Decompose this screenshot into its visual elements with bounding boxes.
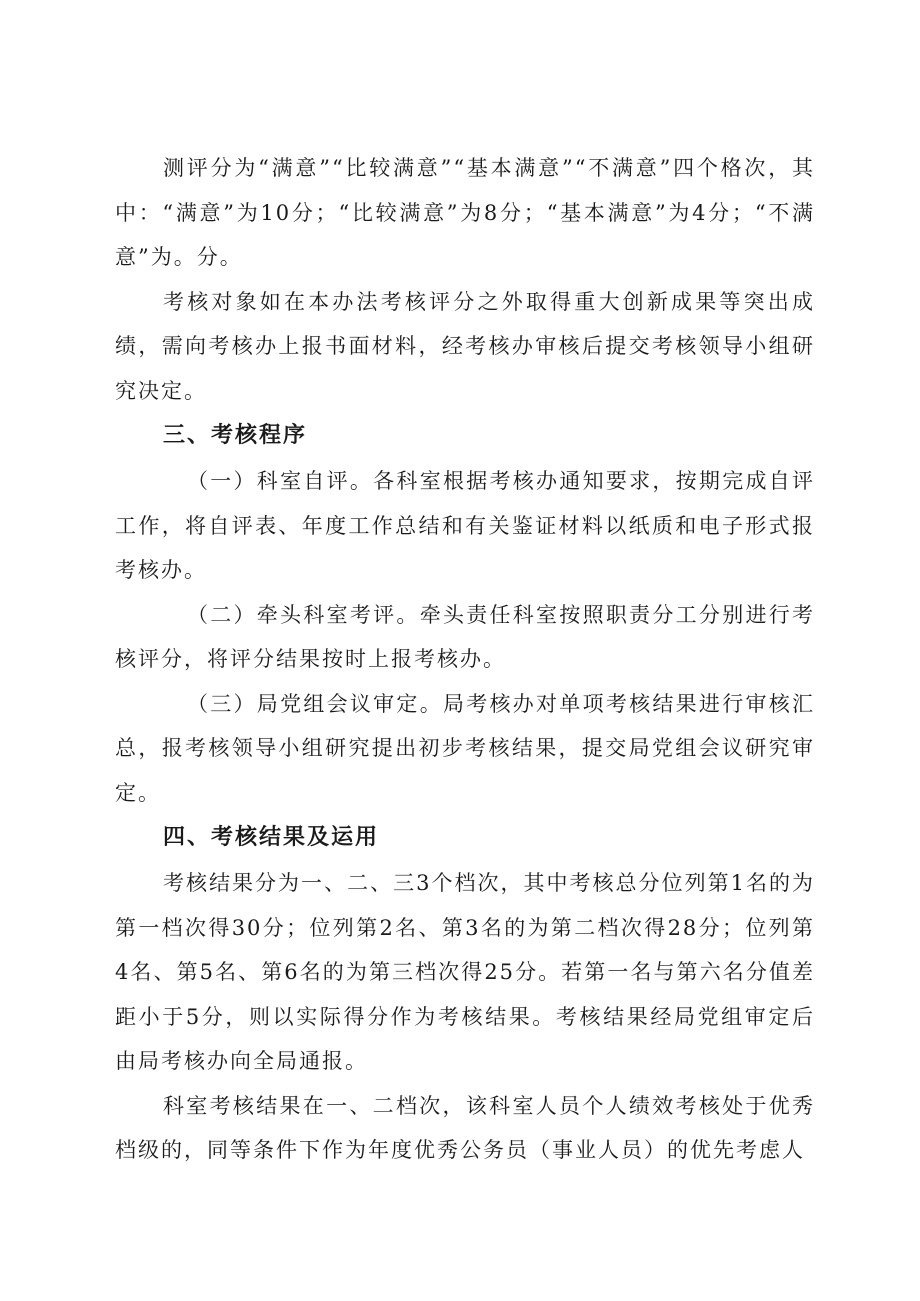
results-usage-paragraph: 科室考核结果在一、二档次，该科室人员个人绩效考核处于优秀档级的，同等条件下作为年度优秀公务员（事业人员）的优先考虑人 <box>115 1093 815 1162</box>
procedure-step-3: （三）局党组会议审定。局考核办对单项考核结果进行审核汇总，报考核领导小组研究提出初步考核结果，提交局党组会议研究审定。 <box>115 691 815 805</box>
extra-achievement-paragraph: 考核对象如在本办法考核评分之外取得重大创新成果等突出成绩，需向考核办上报书面材料，经考核办审核后提交考核领导小组研究决定。 <box>115 289 815 403</box>
section-heading-procedure: 三、考核程序 <box>163 423 308 448</box>
procedure-step-1: （一）科室自评。各科室根据考核办通知要求，按期完成自评工作，将自评表、年度工作总结和有关鉴证材料以纸质和电子形式报考核办。 <box>115 469 815 582</box>
document-page <box>115 146 815 1173</box>
procedure-step-2: （二）牵头科室考评。牵头责任科室按照职责分工分别进行考核评分，将评分结果按时上报考核办。 <box>115 602 815 671</box>
rating-levels-paragraph: 测评分为“满意”“比较满意”“基本满意”“不满意”四个格次，其中：“满意”为10分；“比较满意”为8分；“基本满意”为4分；“不满意”为。分。 <box>115 156 815 269</box>
section-heading-results: 四、考核结果及运用 <box>163 825 380 850</box>
results-grading-paragraph: 考核结果分为一、二、三3个档次，其中考核总分位列第1名的为第一档次得30分；位列第2名、第3名的为第二档次得28分；位列第4名、第5名、第6名的为第三档次得25分。若第一名与第六名分值差距小于5分，则以实际得分作为考核结果。考核结果经局党组审定后由局考核办向全局通报。 <box>115 871 815 1073</box>
